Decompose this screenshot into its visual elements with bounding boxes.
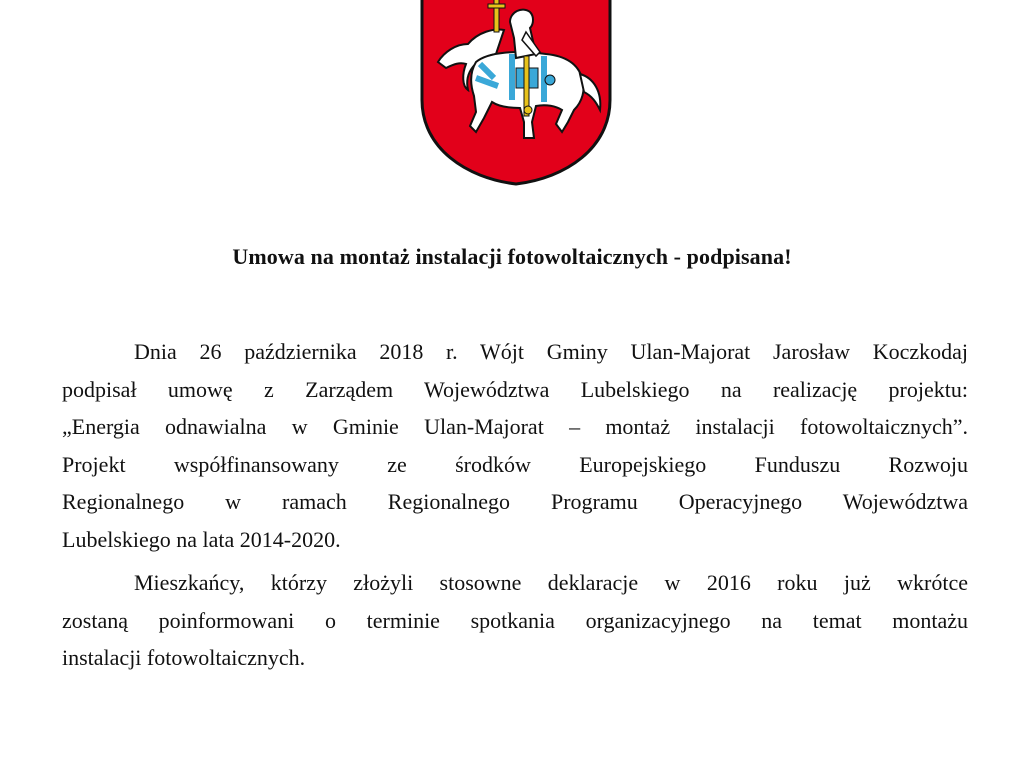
- paragraph-line: podpisał umowę z Zarządem Województwa Lubelskiego na realizację projektu:: [62, 376, 968, 402]
- paragraph-line: zostaną poinformowani o terminie spotkania organizacyjnego na temat montażu: [62, 607, 968, 633]
- paragraph-1: [62, 333, 968, 558]
- paragraph-line: Mieszkańcy, którzy złożyli stosowne deklaracje w 2016 roku już wkrótce: [134, 570, 968, 595]
- document-body: [62, 333, 968, 677]
- paragraph-line: instalacji fotowoltaicznych.: [62, 645, 306, 670]
- paragraph-line: Projekt współfinansowany ze środków Europejskiego Funduszu Rozwoju: [62, 451, 968, 477]
- paragraph-line: Regionalnego w ramach Regionalnego Programu Operacyjnego Województwa: [62, 489, 968, 514]
- paragraph-line: Lubelskiego na lata 2014-2020.: [62, 526, 341, 552]
- paragraph-line: Dnia 26 października 2018 r. Wójt Gminy Ulan-Majorat Jarosław Koczkodaj: [134, 339, 968, 364]
- coat-of-arms-icon: [416, 0, 616, 186]
- document-title: Umowa na montaż instalacji fotowoltaicznych - podpisana!: [232, 244, 792, 269]
- paragraph-2: [62, 564, 968, 677]
- paragraph-line: „Energia odnawialna w Gminie Ulan-Majorat – montaż instalacji fotowoltaicznych”.: [62, 414, 968, 439]
